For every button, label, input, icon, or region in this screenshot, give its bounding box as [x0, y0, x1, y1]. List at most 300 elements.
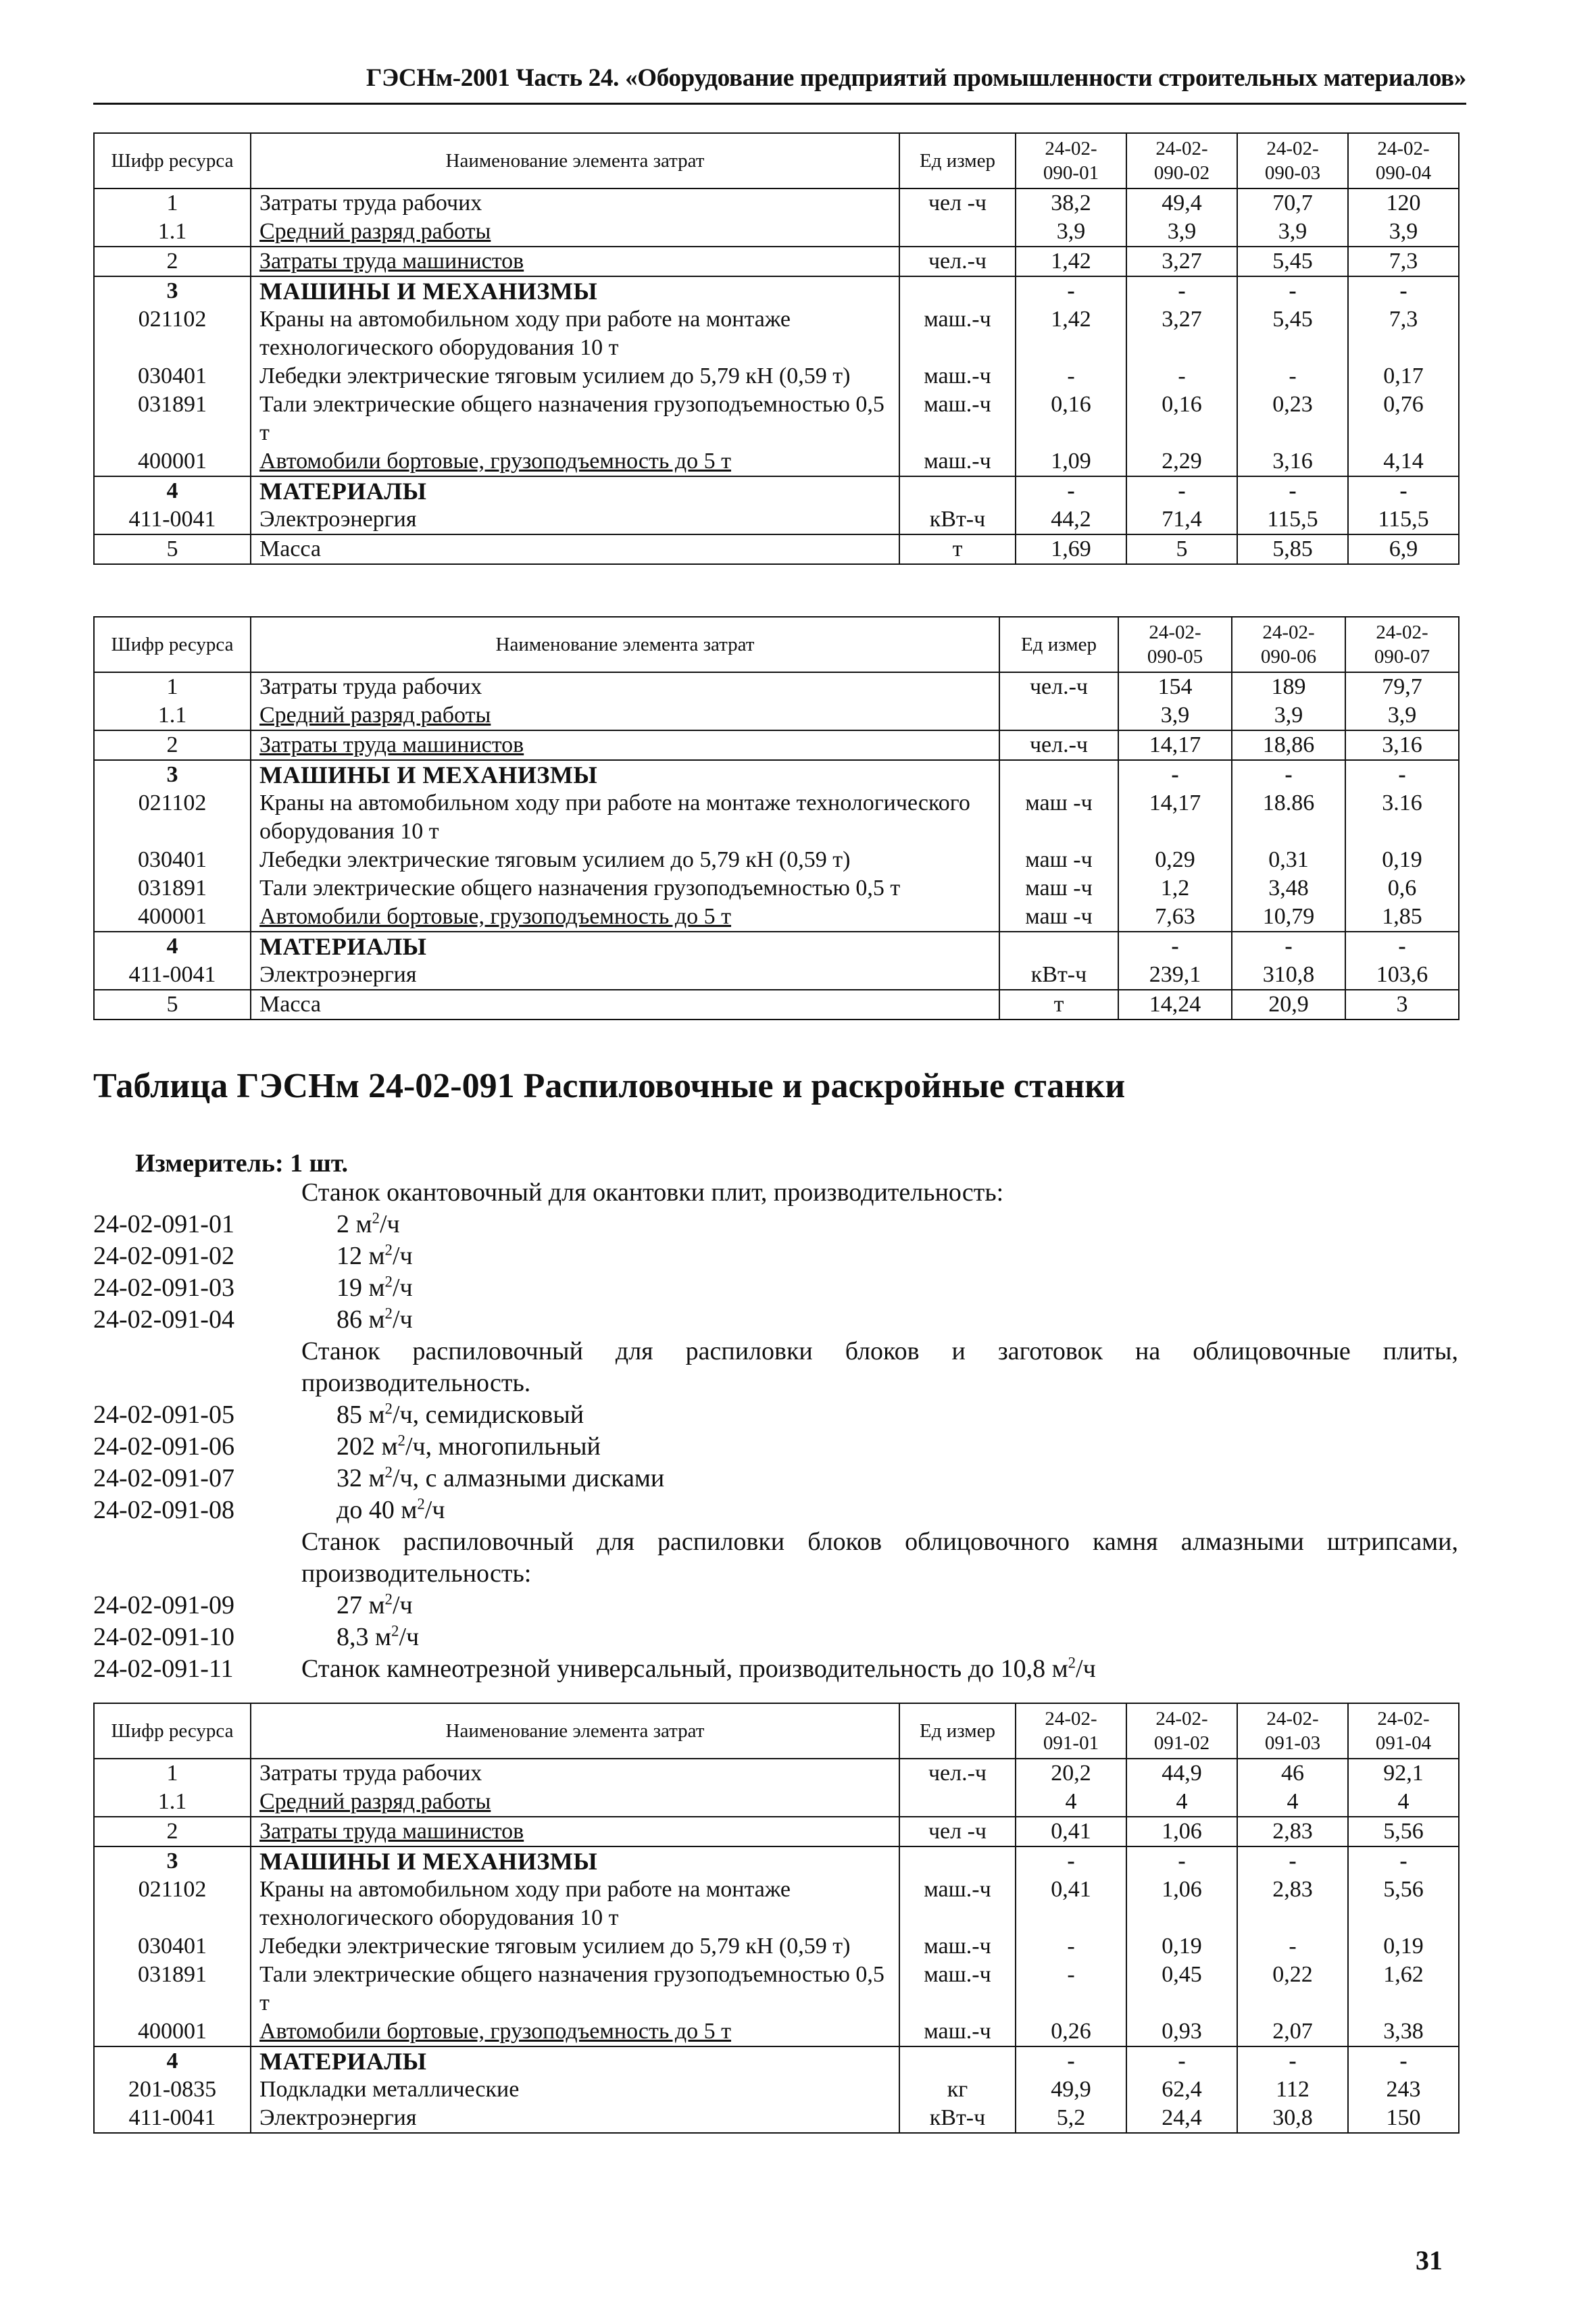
item-value — [301, 1653, 1096, 1685]
resource-code: 031891 — [94, 391, 251, 447]
rate-value: 10,79 — [1232, 903, 1345, 932]
resource-code: 2 — [94, 1817, 251, 1846]
intro-text: Станок распиловочный для распиловки блоков и заготовок на облицовочные плиты, производительность. — [301, 1337, 1458, 1397]
resource-name: МАТЕРИАЛЫ — [251, 2046, 899, 2076]
item-code: 24-02-091-03 — [93, 1274, 234, 1302]
resource-table-090-05-07 — [93, 616, 1460, 1020]
rate-value: - — [1348, 476, 1459, 505]
col-header-rate: 24-02- 091-02 — [1126, 1703, 1237, 1759]
table-row — [94, 247, 1459, 276]
rate-value: - — [1237, 2046, 1348, 2076]
rate-value: 243 — [1348, 2076, 1459, 2104]
rate-value: 189 — [1232, 672, 1345, 701]
superscript: 2 — [417, 1495, 425, 1513]
resource-code: 4 — [94, 476, 251, 505]
item-value — [336, 1209, 400, 1240]
rate-value: - — [1232, 932, 1345, 961]
resource-code: 2 — [94, 730, 251, 760]
item-value-post: /ч, многопильный — [405, 1432, 601, 1461]
resource-code: 411-0041 — [94, 2104, 251, 2133]
table-row — [94, 932, 1459, 961]
item-value — [336, 1399, 584, 1431]
item-value-post: /ч — [1076, 1655, 1096, 1683]
resource-code: 1.1 — [94, 218, 251, 247]
rate-value: 0,16 — [1016, 391, 1126, 447]
page-number: 31 — [1416, 2245, 1443, 2275]
item-value-post: /ч — [392, 1591, 413, 1619]
rate-value: 239,1 — [1118, 961, 1232, 990]
rate-value: 310,8 — [1232, 961, 1345, 990]
rate-value: 0,19 — [1126, 1932, 1237, 1961]
resource-name: Подкладки металлические — [251, 2076, 899, 2104]
col-header-rate: 24-02- 090-05 — [1118, 617, 1232, 672]
rate-value: 5,45 — [1237, 247, 1348, 276]
resource-code: 1.1 — [94, 701, 251, 730]
resource-name: Масса — [251, 534, 899, 564]
running-header: ГЭСНм-2001 Часть 24. «Оборудование предприятий промышленности строительных материалов» — [366, 64, 1466, 92]
intro-text: Станок распиловочный для распиловки блоков облицовочного камня алмазными штрипсами, производительность: — [301, 1528, 1458, 1588]
list-item — [93, 1463, 1458, 1494]
table-row — [94, 874, 1459, 903]
rate-value: 3,27 — [1126, 305, 1237, 362]
resource-code: 030401 — [94, 846, 251, 874]
item-code: 24-02-091-05 — [93, 1401, 234, 1429]
unit — [899, 2046, 1016, 2076]
unit — [999, 932, 1118, 961]
resource-name: Средний разряд работы — [251, 218, 899, 247]
rate-value: 70,7 — [1237, 188, 1348, 218]
unit: т — [999, 990, 1118, 1020]
rate-value: - — [1345, 932, 1459, 961]
superscript: 2 — [397, 1432, 405, 1449]
table-row — [94, 1846, 1459, 1876]
col-header-name: Наименование элемента затрат — [251, 617, 999, 672]
rate-value: - — [1016, 1961, 1126, 2017]
resource-name: МАШИНЫ И МЕХАНИЗМЫ — [251, 760, 999, 789]
item-value-pre: 202 м — [336, 1432, 398, 1461]
item-value-post: /ч, семидисковый — [392, 1401, 584, 1429]
rate-value: 5,56 — [1348, 1817, 1459, 1846]
resource-name: Краны на автомобильном ходу при работе на монтаже технологического оборудования 10 т — [251, 1876, 899, 1932]
unit: маш.-ч — [899, 391, 1016, 447]
rate-value: 71,4 — [1126, 505, 1237, 534]
item-code: 24-02-091-04 — [93, 1305, 234, 1334]
resource-code: 201-0835 — [94, 2076, 251, 2104]
list-item — [93, 1590, 1458, 1621]
rate-value: 3,9 — [1016, 218, 1126, 247]
item-value-pre: 85 м — [336, 1401, 385, 1429]
table-row — [94, 476, 1459, 505]
rate-value: 1,69 — [1016, 534, 1126, 564]
rate-value: 5,45 — [1237, 305, 1348, 362]
table-header-row — [94, 1703, 1459, 1759]
rate-value: 1,62 — [1348, 1961, 1459, 2017]
rate-value: - — [1118, 932, 1232, 961]
rate-value: 7,3 — [1348, 247, 1459, 276]
unit — [999, 701, 1118, 730]
unit: чел.-ч — [899, 1759, 1016, 1788]
rate-value: 0,22 — [1237, 1961, 1348, 2017]
item-value-pre: Станок камнеотрезной универсальный, производительность до 10,8 м — [301, 1655, 1068, 1683]
resource-name: Тали электрические общего назначения грузоподъемностью 0,5 т — [251, 874, 999, 903]
rate-value: 1,2 — [1118, 874, 1232, 903]
rate-value: 1,85 — [1345, 903, 1459, 932]
unit: маш.-ч — [899, 1876, 1016, 1932]
table-header-row — [94, 133, 1459, 188]
resource-code: 031891 — [94, 874, 251, 903]
rate-value: 4 — [1237, 1788, 1348, 1817]
rate-value: 18.86 — [1232, 789, 1345, 846]
rate-value: - — [1345, 760, 1459, 789]
resource-code: 1 — [94, 1759, 251, 1788]
rate-value: 3,9 — [1345, 701, 1459, 730]
col-header-code: Шифр ресурса — [94, 133, 251, 188]
table-row — [94, 760, 1459, 789]
unit: маш.-ч — [899, 362, 1016, 391]
rate-value: 3,27 — [1126, 247, 1237, 276]
table-row — [94, 903, 1459, 932]
resource-name: Тали электрические общего назначения грузоподъемностью 0,5 т — [251, 391, 899, 447]
rate-value: - — [1126, 276, 1237, 305]
list-item — [93, 1494, 1458, 1526]
table-row — [94, 2017, 1459, 2046]
rate-value: 38,2 — [1016, 188, 1126, 218]
col-header-rate: 24-02- 090-04 — [1348, 133, 1459, 188]
resource-code: 5 — [94, 990, 251, 1020]
resource-name: Затраты труда рабочих — [251, 1759, 899, 1788]
rate-value: 14,17 — [1118, 730, 1232, 760]
table-row — [94, 701, 1459, 730]
resource-name: Автомобили бортовые, грузоподъемность до 5 т — [251, 447, 899, 476]
item-value-pre: 27 м — [336, 1591, 385, 1619]
resource-name: Лебедки электрические тяговым усилием до 5,79 кН (0,59 т) — [251, 846, 999, 874]
rate-value: 0,41 — [1016, 1817, 1126, 1846]
item-code: 24-02-091-10 — [93, 1623, 234, 1651]
rate-value: 0,93 — [1126, 2017, 1237, 2046]
rate-value: 14,24 — [1118, 990, 1232, 1020]
rate-value: 6,9 — [1348, 534, 1459, 564]
list-item — [93, 1399, 1458, 1431]
rate-value: - — [1016, 1932, 1126, 1961]
superscript: 2 — [372, 1209, 380, 1227]
unit: маш.-ч — [899, 1961, 1016, 2017]
rate-value: 30,8 — [1237, 2104, 1348, 2133]
resource-code: 3 — [94, 276, 251, 305]
rate-value: 62,4 — [1126, 2076, 1237, 2104]
table-row — [94, 846, 1459, 874]
item-value-pre: 2 м — [336, 1210, 372, 1238]
item-value — [336, 1621, 419, 1653]
rate-value: 79,7 — [1345, 672, 1459, 701]
superscript: 2 — [391, 1622, 399, 1640]
rate-value: - — [1348, 2046, 1459, 2076]
item-value-post: /ч — [379, 1210, 400, 1238]
col-header-rate: 24-02- 091-03 — [1237, 1703, 1348, 1759]
item-value — [336, 1463, 664, 1494]
resource-name: Автомобили бортовые, грузоподъемность до 5 т — [251, 903, 999, 932]
rate-value: 3,9 — [1237, 218, 1348, 247]
table-row — [94, 362, 1459, 391]
superscript: 2 — [384, 1400, 393, 1417]
table-header-row — [94, 617, 1459, 672]
rate-value: 103,6 — [1345, 961, 1459, 990]
unit: чел -ч — [899, 1817, 1016, 1846]
resource-code: 1.1 — [94, 1788, 251, 1817]
rate-value: - — [1348, 276, 1459, 305]
resource-code: 4 — [94, 2046, 251, 2076]
resource-name: МАШИНЫ И МЕХАНИЗМЫ — [251, 276, 899, 305]
table-row — [94, 730, 1459, 760]
list-item — [93, 1209, 1458, 1240]
rate-value: 3,9 — [1232, 701, 1345, 730]
rate-value: 2,07 — [1237, 2017, 1348, 2046]
item-value-pre: 8,3 м — [336, 1623, 392, 1651]
rate-value: - — [1237, 276, 1348, 305]
table-row — [94, 1932, 1459, 1961]
rate-value: 92,1 — [1348, 1759, 1459, 1788]
item-value — [336, 1240, 413, 1272]
resource-name: Затраты труда рабочих — [251, 188, 899, 218]
table-row — [94, 1817, 1459, 1846]
rate-value: 44,9 — [1126, 1759, 1237, 1788]
resource-name: Краны на автомобильном ходу при работе на монтаже технологического оборудования 10 т — [251, 789, 999, 846]
col-header-unit: Ед измер — [899, 133, 1016, 188]
resource-code: 400001 — [94, 2017, 251, 2046]
unit — [899, 476, 1016, 505]
rate-value: 2,83 — [1237, 1817, 1348, 1846]
rate-value: 1,09 — [1016, 447, 1126, 476]
rate-value: - — [1016, 276, 1126, 305]
resource-code: 400001 — [94, 447, 251, 476]
rate-value: 44,2 — [1016, 505, 1126, 534]
rate-value: 0,19 — [1348, 1932, 1459, 1961]
table-row — [94, 990, 1459, 1020]
rate-value: 1,06 — [1126, 1817, 1237, 1846]
unit — [899, 218, 1016, 247]
item-code: 24-02-091-01 — [93, 1210, 234, 1238]
resource-code: 3 — [94, 1846, 251, 1876]
superscript: 2 — [1068, 1654, 1076, 1671]
col-header-rate: 24-02- 090-07 — [1345, 617, 1459, 672]
resource-name: Лебедки электрические тяговым усилием до 5,79 кН (0,59 т) — [251, 362, 899, 391]
table-row — [94, 505, 1459, 534]
resource-name: Затраты труда машинистов — [251, 247, 899, 276]
resource-code: 4 — [94, 932, 251, 961]
col-header-rate: 24-02- 091-04 — [1348, 1703, 1459, 1759]
superscript: 2 — [384, 1241, 393, 1259]
superscript: 2 — [384, 1590, 393, 1608]
item-code: 24-02-091-08 — [93, 1496, 234, 1524]
rate-value: 3,16 — [1345, 730, 1459, 760]
rate-value: - — [1016, 362, 1126, 391]
col-header-unit: Ед измер — [899, 1703, 1016, 1759]
resource-code: 021102 — [94, 789, 251, 846]
unit: кВт-ч — [999, 961, 1118, 990]
resource-table-091-01-04 — [93, 1703, 1460, 2134]
rate-value: 0,31 — [1232, 846, 1345, 874]
rate-value: 0,26 — [1016, 2017, 1126, 2046]
col-header-rate: 24-02- 090-03 — [1237, 133, 1348, 188]
rate-value: 20,2 — [1016, 1759, 1126, 1788]
col-header-rate: 24-02- 090-06 — [1232, 617, 1345, 672]
rate-value: 112 — [1237, 2076, 1348, 2104]
rate-value: 49,9 — [1016, 2076, 1126, 2104]
table-row — [94, 961, 1459, 990]
resource-code: 031891 — [94, 1961, 251, 2017]
item-value-pre: 32 м — [336, 1464, 385, 1492]
resource-code: 1 — [94, 188, 251, 218]
rate-value: 1,06 — [1126, 1876, 1237, 1932]
unit: маш -ч — [999, 874, 1118, 903]
col-header-code: Шифр ресурса — [94, 617, 251, 672]
unit: т — [899, 534, 1016, 564]
resource-code: 030401 — [94, 362, 251, 391]
rate-value: - — [1016, 1846, 1126, 1876]
rate-value: 2,29 — [1126, 447, 1237, 476]
unit: кг — [899, 2076, 1016, 2104]
superscript: 2 — [384, 1273, 393, 1290]
table-row — [94, 218, 1459, 247]
rate-value: - — [1126, 2046, 1237, 2076]
resource-code: 1 — [94, 672, 251, 701]
resource-name: Средний разряд работы — [251, 701, 999, 730]
rate-value: 115,5 — [1237, 505, 1348, 534]
unit: маш -ч — [999, 846, 1118, 874]
rate-value: 1,42 — [1016, 247, 1126, 276]
rate-value: 2,83 — [1237, 1876, 1348, 1932]
table-row — [94, 672, 1459, 701]
resource-code: 021102 — [94, 305, 251, 362]
col-header-code: Шифр ресурса — [94, 1703, 251, 1759]
unit — [999, 760, 1118, 789]
rate-value: 3,16 — [1237, 447, 1348, 476]
resource-name: Краны на автомобильном ходу при работе на монтаже технологического оборудования 10 т — [251, 305, 899, 362]
rate-value: - — [1126, 362, 1237, 391]
rate-value: 4 — [1348, 1788, 1459, 1817]
list-item — [93, 1653, 1458, 1685]
resource-name: Средний разряд работы — [251, 1788, 899, 1817]
rate-value: 0,23 — [1237, 391, 1348, 447]
unit: чел.-ч — [899, 247, 1016, 276]
rate-value: 115,5 — [1348, 505, 1459, 534]
rate-value: 5,85 — [1237, 534, 1348, 564]
resource-name: Лебедки электрические тяговым усилием до 5,79 кН (0,59 т) — [251, 1932, 899, 1961]
superscript: 2 — [384, 1463, 393, 1481]
table-row — [94, 2046, 1459, 2076]
item-value-post: /ч, с алмазными дисками — [392, 1464, 665, 1492]
unit — [899, 1788, 1016, 1817]
rate-value: 3 — [1345, 990, 1459, 1020]
resource-code: 030401 — [94, 1932, 251, 1961]
unit: чел.-ч — [999, 672, 1118, 701]
item-value — [336, 1431, 601, 1463]
rate-value: 20,9 — [1232, 990, 1345, 1020]
rate-value: 0,19 — [1345, 846, 1459, 874]
item-value — [336, 1272, 413, 1304]
rate-value: 150 — [1348, 2104, 1459, 2133]
superscript: 2 — [384, 1305, 393, 1322]
item-code: 24-02-091-11 — [93, 1655, 234, 1683]
item-value-post: /ч — [392, 1242, 413, 1270]
item-value-pre: до 40 м — [336, 1496, 418, 1524]
rate-value: 3,38 — [1348, 2017, 1459, 2046]
rate-value: 154 — [1118, 672, 1232, 701]
table-row — [94, 1788, 1459, 1817]
rate-value: 14,17 — [1118, 789, 1232, 846]
resource-name: МАТЕРИАЛЫ — [251, 932, 999, 961]
unit: маш.-ч — [899, 305, 1016, 362]
rate-value: 0,6 — [1345, 874, 1459, 903]
col-header-rate: 24-02- 091-01 — [1016, 1703, 1126, 1759]
rate-value: 7,63 — [1118, 903, 1232, 932]
resource-code: 5 — [94, 534, 251, 564]
table-row — [94, 447, 1459, 476]
rate-value: 0,16 — [1126, 391, 1237, 447]
resource-code: 3 — [94, 760, 251, 789]
item-value — [336, 1494, 445, 1526]
rate-value: 3,9 — [1118, 701, 1232, 730]
unit: маш.-ч — [899, 2017, 1016, 2046]
table-row — [94, 1759, 1459, 1788]
list-item — [93, 1304, 1458, 1336]
item-value-post: /ч — [424, 1496, 445, 1524]
unit — [899, 1846, 1016, 1876]
list-item — [93, 1431, 1458, 1463]
rate-value: - — [1126, 476, 1237, 505]
resource-name: Затраты труда машинистов — [251, 730, 999, 760]
rate-value: 46 — [1237, 1759, 1348, 1788]
col-header-rate: 24-02- 090-01 — [1016, 133, 1126, 188]
list-item — [93, 1240, 1458, 1272]
table-row — [94, 2076, 1459, 2104]
item-code: 24-02-091-02 — [93, 1242, 234, 1270]
table-row — [94, 305, 1459, 362]
col-header-rate: 24-02- 090-02 — [1126, 133, 1237, 188]
rate-value: 3.16 — [1345, 789, 1459, 846]
table-row — [94, 789, 1459, 846]
rate-value: 3,48 — [1232, 874, 1345, 903]
item-code: 24-02-091-07 — [93, 1464, 234, 1492]
rate-value: - — [1016, 476, 1126, 505]
item-value-post: /ч — [392, 1305, 413, 1334]
table-091-title: Таблица ГЭСНм 24-02-091 Распиловочные и раскройные станки — [93, 1067, 1126, 1105]
item-code: 24-02-091-06 — [93, 1432, 234, 1461]
col-header-name: Наименование элемента затрат — [251, 133, 899, 188]
table-row — [94, 391, 1459, 447]
table-row — [94, 188, 1459, 218]
item-value-pre: 86 м — [336, 1305, 385, 1334]
unit: кВт-ч — [899, 2104, 1016, 2133]
unit: кВт-ч — [899, 505, 1016, 534]
resource-name: Тали электрические общего назначения грузоподъемностью 0,5 т — [251, 1961, 899, 2017]
rate-value: 4 — [1016, 1788, 1126, 1817]
rate-value: - — [1348, 1846, 1459, 1876]
rate-value: - — [1237, 476, 1348, 505]
unit: маш -ч — [999, 789, 1118, 846]
header-rule — [93, 103, 1466, 105]
rate-value: 0,76 — [1348, 391, 1459, 447]
table-row — [94, 2104, 1459, 2133]
rate-value: 18,86 — [1232, 730, 1345, 760]
list-item — [93, 1621, 1458, 1653]
unit: чел.-ч — [999, 730, 1118, 760]
rate-value: 0,41 — [1016, 1876, 1126, 1932]
rate-value: - — [1126, 1846, 1237, 1876]
rate-value: - — [1237, 1846, 1348, 1876]
col-header-name: Наименование элемента затрат — [251, 1703, 899, 1759]
resource-code: 411-0041 — [94, 961, 251, 990]
rate-value: 49,4 — [1126, 188, 1237, 218]
